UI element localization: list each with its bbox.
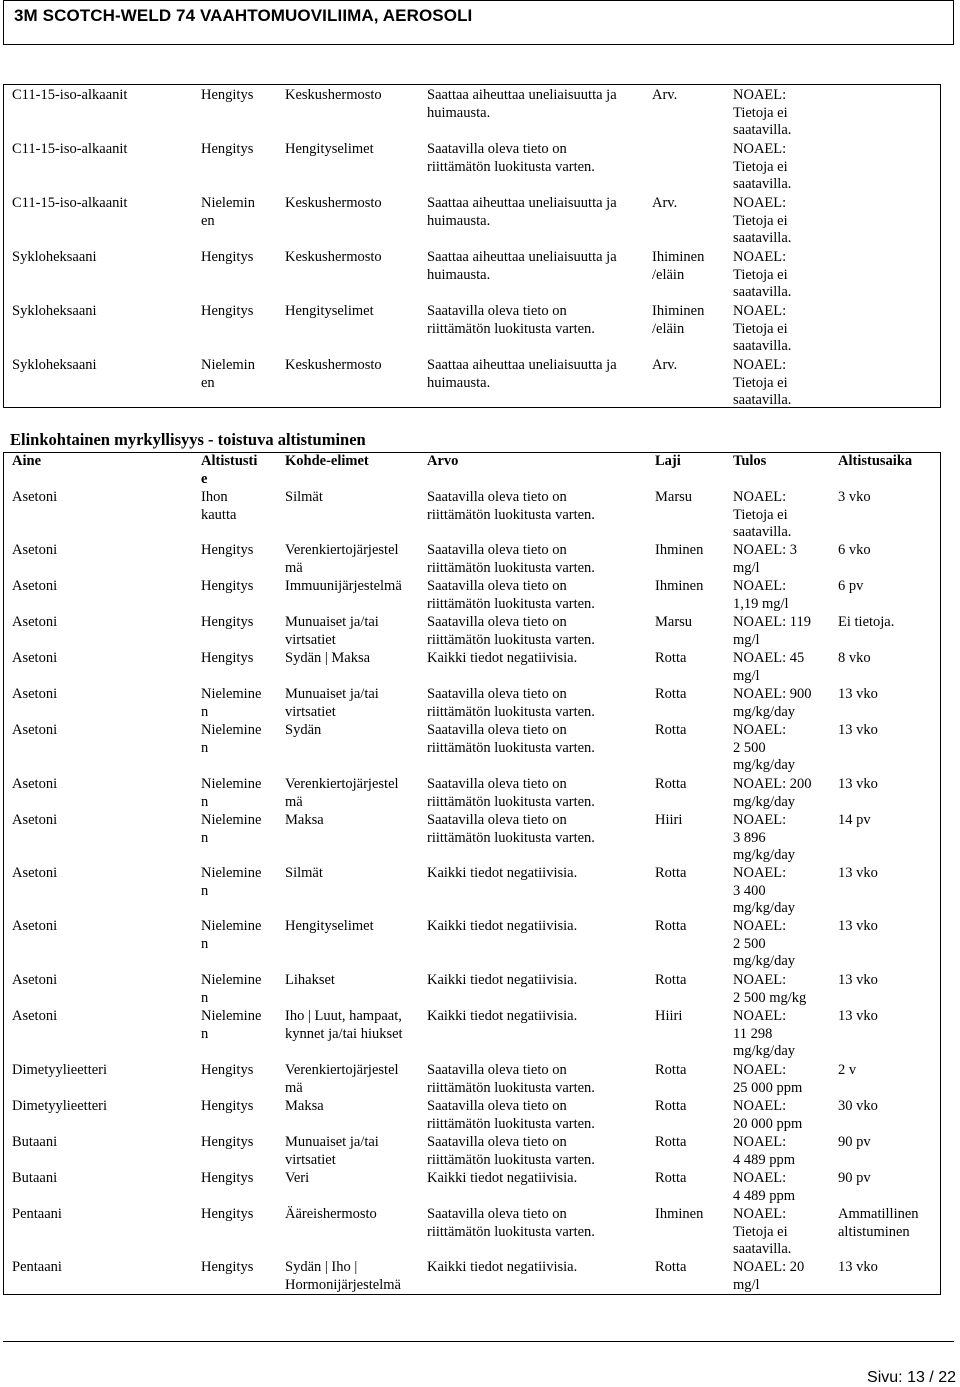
row-5-substance: Asetoni (12, 650, 58, 666)
row-2-exposure-route: Hengitys (201, 542, 254, 558)
row-7-species: Rotta (655, 722, 687, 738)
row-5-result: NOAEL: Tietoja ei saatavilla. (733, 303, 792, 355)
row-4-target-organ: Keskushermosto (285, 249, 382, 265)
row-8-exposure-time: 13 vko (838, 776, 878, 792)
row-18-target-organ: Ääreishermosto (285, 1206, 377, 1222)
row-3-value: Saatavilla oleva tieto on riittämätön luokitusta varten. (427, 578, 595, 612)
row-3-target-organ: Keskushermosto (285, 195, 382, 211)
row-3-result: NOAEL: Tietoja ei saatavilla. (733, 195, 792, 247)
row-13-exposure-time: 13 vko (838, 1008, 878, 1024)
row-2-substance: Asetoni (12, 542, 58, 558)
row-14-value: Saatavilla oleva tieto on riittämätön luokitusta varten. (427, 1062, 595, 1096)
row-16-target-organ: Munuaiset ja/tai virtsatiet (285, 1134, 379, 1168)
row-18-value: Saatavilla oleva tieto on riittämätön luokitusta varten. (427, 1206, 595, 1240)
row-10-exposure-time: 13 vko (838, 865, 878, 881)
row-1-value: Saatavilla oleva tieto on riittämätön luokitusta varten. (427, 489, 595, 523)
row-15-exposure-route: Hengitys (201, 1098, 254, 1114)
row-3-species: Ihminen (655, 578, 704, 594)
row-5-value: Saatavilla oleva tieto on riittämätön luokitusta varten. (427, 303, 595, 337)
header-result: Tulos (733, 453, 767, 469)
row-6-exposure-route: Nielemine n (201, 686, 262, 720)
row-11-exposure-route: Nielemine n (201, 918, 262, 952)
row-19-value: Kaikki tiedot negatiivisia. (427, 1259, 578, 1275)
row-16-substance: Butaani (12, 1134, 58, 1150)
row-19-target-organ: Sydän | Iho | Hormonijärjestelmä (285, 1259, 401, 1293)
row-15-value: Saatavilla oleva tieto on riittämätön luokitusta varten. (427, 1098, 595, 1132)
row-5-exposure-route: Hengitys (201, 650, 254, 666)
row-4-target-organ: Munuaiset ja/tai virtsatiet (285, 614, 379, 648)
row-6-result: NOAEL: 900 mg/kg/day (733, 686, 812, 720)
row-17-substance: Butaani (12, 1170, 58, 1186)
row-8-exposure-route: Nielemine n (201, 776, 262, 810)
row-9-species: Hiiri (655, 812, 683, 828)
row-8-value: Saatavilla oleva tieto on riittämätön luokitusta varten. (427, 776, 595, 810)
row-13-substance: Asetoni (12, 1008, 58, 1024)
row-18-exposure-route: Hengitys (201, 1206, 254, 1222)
row-16-exposure-route: Hengitys (201, 1134, 254, 1150)
row-1-result: NOAEL: Tietoja ei saatavilla. (733, 489, 792, 541)
row-10-substance: Asetoni (12, 865, 58, 881)
row-14-substance: Dimetyylieetteri (12, 1062, 108, 1078)
row-12-substance: Asetoni (12, 972, 58, 988)
row-11-value: Kaikki tiedot negatiivisia. (427, 918, 578, 934)
row-8-target-organ: Verenkiertojärjestel mä (285, 776, 399, 810)
row-19-exposure-time: 13 vko (838, 1259, 878, 1275)
row-12-target-organ: Lihakset (285, 972, 335, 988)
row-1-exposure-time: 3 vko (838, 489, 871, 505)
header-target-organ: Kohde-elimet (285, 453, 369, 469)
row-14-target-organ: Verenkiertojärjestel mä (285, 1062, 399, 1096)
row-2-target-organ: Verenkiertojärjestel mä (285, 542, 399, 576)
row-3-substance: C11-15-iso-alkaanit (12, 195, 128, 211)
row-14-result: NOAEL: 25 000 ppm (733, 1062, 803, 1096)
header-exposure-time: Altistusaika (838, 453, 913, 469)
row-5-target-organ: Sydän | Maksa (285, 650, 371, 666)
row-12-exposure-route: Nielemine n (201, 972, 262, 1006)
row-6-substance: Sykloheksaani (12, 357, 97, 373)
row-7-substance: Asetoni (12, 722, 58, 738)
row-14-exposure-route: Hengitys (201, 1062, 254, 1078)
row-8-substance: Asetoni (12, 776, 58, 792)
row-2-substance: C11-15-iso-alkaanit (12, 141, 128, 157)
row-15-exposure-time: 30 vko (838, 1098, 878, 1114)
row-6-target-organ: Munuaiset ja/tai virtsatiet (285, 686, 379, 720)
row-12-species: Rotta (655, 972, 687, 988)
row-3-exposure-route: Nielemin en (201, 195, 255, 229)
row-11-target-organ: Hengityselimet (285, 918, 374, 934)
row-1-exposure-route: Hengitys (201, 87, 254, 103)
row-2-target-organ: Hengityselimet (285, 141, 374, 157)
row-9-value: Saatavilla oleva tieto on riittämätön luokitusta varten. (427, 812, 595, 846)
document-title: 3M SCOTCH-WELD 74 VAAHTOMUOVILIIMA, AEROSOLI (14, 6, 473, 25)
row-1-result: NOAEL: Tietoja ei saatavilla. (733, 87, 792, 139)
row-8-species: Rotta (655, 776, 687, 792)
row-3-substance: Asetoni (12, 578, 58, 594)
row-5-exposure-time: 8 vko (838, 650, 871, 666)
row-4-result: NOAEL: 119 mg/l (733, 614, 811, 648)
row-4-value: Saatavilla oleva tieto on riittämätön luokitusta varten. (427, 614, 595, 648)
row-9-substance: Asetoni (12, 812, 58, 828)
header-substance: Aine (12, 453, 41, 469)
header-exposure-route: Altistusti e (201, 453, 258, 487)
row-17-exposure-time: 90 pv (838, 1170, 871, 1186)
row-5-species: Ihiminen /eläin (652, 303, 705, 337)
row-13-species: Hiiri (655, 1008, 683, 1024)
row-13-result: NOAEL: 11 298 mg/kg/day (733, 1008, 796, 1060)
row-6-target-organ: Keskushermosto (285, 357, 382, 373)
row-6-exposure-route: Nielemin en (201, 357, 255, 391)
row-13-value: Kaikki tiedot negatiivisia. (427, 1008, 578, 1024)
row-16-exposure-time: 90 pv (838, 1134, 871, 1150)
row-3-species: Arv. (652, 195, 678, 211)
row-2-result: NOAEL: 3 mg/l (733, 542, 798, 576)
row-17-species: Rotta (655, 1170, 687, 1186)
row-14-exposure-time: 2 v (838, 1062, 857, 1078)
row-16-species: Rotta (655, 1134, 687, 1150)
row-3-exposure-time: 6 pv (838, 578, 864, 594)
footer-divider (3, 1341, 954, 1342)
row-4-substance: Sykloheksaani (12, 249, 97, 265)
row-5-value: Kaikki tiedot negatiivisia. (427, 650, 578, 666)
row-7-target-organ: Sydän (285, 722, 322, 738)
row-6-value: Saattaa aiheuttaa uneliaisuutta ja huimausta. (427, 357, 617, 391)
row-15-species: Rotta (655, 1098, 687, 1114)
row-5-species: Rotta (655, 650, 687, 666)
row-6-substance: Asetoni (12, 686, 58, 702)
row-6-species: Rotta (655, 686, 687, 702)
row-15-target-organ: Maksa (285, 1098, 324, 1114)
row-3-exposure-route: Hengitys (201, 578, 254, 594)
row-11-result: NOAEL: 2 500 mg/kg/day (733, 918, 796, 970)
row-15-result: NOAEL: 20 000 ppm (733, 1098, 803, 1132)
row-9-exposure-route: Nielemine n (201, 812, 262, 846)
row-4-substance: Asetoni (12, 614, 58, 630)
row-7-exposure-route: Nielemine n (201, 722, 262, 756)
row-5-exposure-route: Hengitys (201, 303, 254, 319)
row-10-result: NOAEL: 3 400 mg/kg/day (733, 865, 796, 917)
section-title: Elinkohtainen myrkyllisyys - toistuva altistuminen (10, 430, 366, 449)
row-9-result: NOAEL: 3 896 mg/kg/day (733, 812, 796, 864)
row-18-substance: Pentaani (12, 1206, 62, 1222)
row-11-species: Rotta (655, 918, 687, 934)
row-6-exposure-time: 13 vko (838, 686, 878, 702)
row-11-substance: Asetoni (12, 918, 58, 934)
header-value: Arvo (427, 453, 459, 469)
row-17-target-organ: Veri (285, 1170, 310, 1186)
row-19-result: NOAEL: 20 mg/l (733, 1259, 805, 1293)
row-4-exposure-time: Ei tietoja. (838, 614, 895, 630)
row-2-exposure-route: Hengitys (201, 141, 254, 157)
row-2-value: Saatavilla oleva tieto on riittämätön luokitusta varten. (427, 141, 595, 175)
row-9-target-organ: Maksa (285, 812, 324, 828)
row-1-exposure-route: Ihon kautta (201, 489, 237, 523)
row-1-substance: C11-15-iso-alkaanit (12, 87, 128, 103)
row-7-exposure-time: 13 vko (838, 722, 878, 738)
row-9-exposure-time: 14 pv (838, 812, 871, 828)
row-4-result: NOAEL: Tietoja ei saatavilla. (733, 249, 792, 301)
row-11-exposure-time: 13 vko (838, 918, 878, 934)
row-17-result: NOAEL: 4 489 ppm (733, 1170, 796, 1204)
row-4-species: Marsu (655, 614, 693, 630)
row-19-substance: Pentaani (12, 1259, 62, 1275)
repeated-exposure-table (3, 452, 941, 1295)
row-5-target-organ: Hengityselimet (285, 303, 374, 319)
row-7-result: NOAEL: 2 500 mg/kg/day (733, 722, 796, 774)
row-3-value: Saattaa aiheuttaa uneliaisuutta ja huimausta. (427, 195, 617, 229)
row-2-species: Ihminen (655, 542, 704, 558)
row-1-value: Saattaa aiheuttaa uneliaisuutta ja huimausta. (427, 87, 617, 121)
row-19-species: Rotta (655, 1259, 687, 1275)
header-species: Laji (655, 453, 681, 469)
row-17-exposure-route: Hengitys (201, 1170, 254, 1186)
row-1-target-organ: Silmät (285, 489, 323, 505)
row-2-value: Saatavilla oleva tieto on riittämätön luokitusta varten. (427, 542, 595, 576)
row-7-value: Saatavilla oleva tieto on riittämätön luokitusta varten. (427, 722, 595, 756)
row-16-result: NOAEL: 4 489 ppm (733, 1134, 796, 1168)
row-12-exposure-time: 13 vko (838, 972, 878, 988)
row-16-value: Saatavilla oleva tieto on riittämätön luokitusta varten. (427, 1134, 595, 1168)
row-3-result: NOAEL: 1,19 mg/l (733, 578, 789, 612)
single-exposure-table (3, 84, 941, 408)
row-10-target-organ: Silmät (285, 865, 323, 881)
row-6-species: Arv. (652, 357, 678, 373)
row-1-species: Arv. (652, 87, 678, 103)
row-2-result: NOAEL: Tietoja ei saatavilla. (733, 141, 792, 193)
row-10-species: Rotta (655, 865, 687, 881)
row-4-exposure-route: Hengitys (201, 249, 254, 265)
row-17-value: Kaikki tiedot negatiivisia. (427, 1170, 578, 1186)
row-13-exposure-route: Nielemine n (201, 1008, 262, 1042)
row-1-species: Marsu (655, 489, 693, 505)
row-1-target-organ: Keskushermosto (285, 87, 382, 103)
row-18-species: Ihminen (655, 1206, 704, 1222)
row-4-value: Saattaa aiheuttaa uneliaisuutta ja huimausta. (427, 249, 617, 283)
document-header (3, 0, 954, 45)
row-5-result: NOAEL: 45 mg/l (733, 650, 805, 684)
row-1-substance: Asetoni (12, 489, 58, 505)
row-15-substance: Dimetyylieetteri (12, 1098, 108, 1114)
row-5-substance: Sykloheksaani (12, 303, 97, 319)
row-8-result: NOAEL: 200 mg/kg/day (733, 776, 812, 810)
row-19-exposure-route: Hengitys (201, 1259, 254, 1275)
row-14-species: Rotta (655, 1062, 687, 1078)
page-number: Sivu: 13 / 22 (867, 1369, 956, 1386)
row-10-exposure-route: Nielemine n (201, 865, 262, 899)
row-12-value: Kaikki tiedot negatiivisia. (427, 972, 578, 988)
row-6-result: NOAEL: Tietoja ei saatavilla. (733, 357, 792, 409)
row-10-value: Kaikki tiedot negatiivisia. (427, 865, 578, 881)
row-12-result: NOAEL: 2 500 mg/kg (733, 972, 807, 1006)
row-2-exposure-time: 6 vko (838, 542, 871, 558)
row-4-species: Ihiminen /eläin (652, 249, 705, 283)
row-3-target-organ: Immuunijärjestelmä (285, 578, 402, 594)
row-4-exposure-route: Hengitys (201, 614, 254, 630)
row-18-exposure-time: Ammatillinen altistuminen (838, 1206, 919, 1240)
row-13-target-organ: Iho | Luut, hampaat, kynnet ja/tai hiukset (285, 1008, 403, 1042)
row-18-result: NOAEL: Tietoja ei saatavilla. (733, 1206, 792, 1258)
row-6-value: Saatavilla oleva tieto on riittämätön luokitusta varten. (427, 686, 595, 720)
